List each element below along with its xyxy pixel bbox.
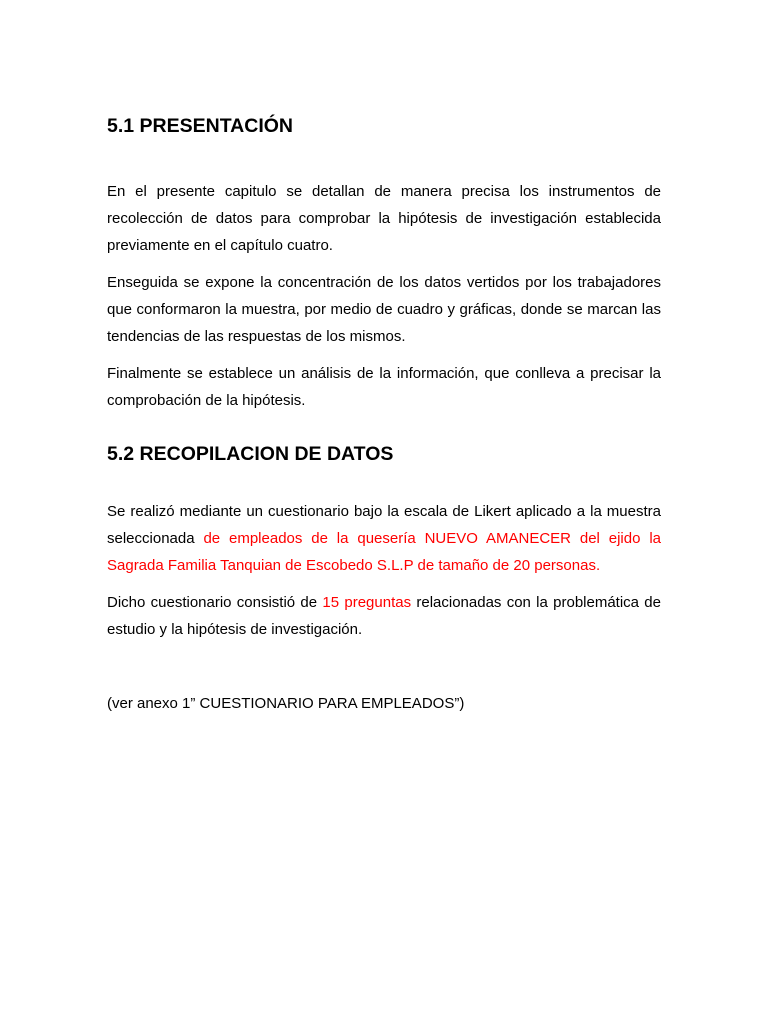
highlight-sample-description: de empleados de la quesería NUEVO AMANECER del ejido la Sagrada Familia Tanquian de Escobedo S.L.P de tamaño de 20 personas. (107, 530, 661, 574)
paragraph-exposition: Enseguida se expone la concentración de los datos vertidos por los trabajadores que conformaron la muestra, por medio de cuadro y gráficas, donde se marcan las tendencias de las respuestas de los mismos. (107, 274, 661, 345)
section-heading-recopilacion: 5.2 RECOPILACION DE DATOS (107, 443, 394, 465)
section-heading-presentacion: 5.1 PRESENTACIÓN (107, 115, 294, 137)
highlight-question-count: 15 preguntas (322, 594, 412, 611)
paragraph-likert-text: Se realizó mediante un cuestionario bajo la escala de Likert aplicado a la muestra seleccionada (107, 503, 661, 547)
paragraph-analysis: Finalmente se establece un análisis de la información, que conlleva a precisar la comprobación de la hipótesis. (107, 365, 661, 409)
paragraph-questions (107, 589, 661, 643)
annex-note: (ver anexo 1” CUESTIONARIO PARA EMPLEADOS”) (107, 695, 465, 712)
paragraph-questions-start: Dicho cuestionario consistió de (107, 594, 323, 611)
paragraph-intro: En el presente capitulo se detallan de manera precisa los instrumentos de recolección de datos para comprobar la hipótesis de investigación establecida previamente en el capítulo cuatro. (107, 183, 661, 254)
paragraph-questions-end: relacionadas con la problemática de estudio y la hipótesis de investigación. (107, 594, 661, 638)
paragraph-likert (107, 498, 661, 579)
